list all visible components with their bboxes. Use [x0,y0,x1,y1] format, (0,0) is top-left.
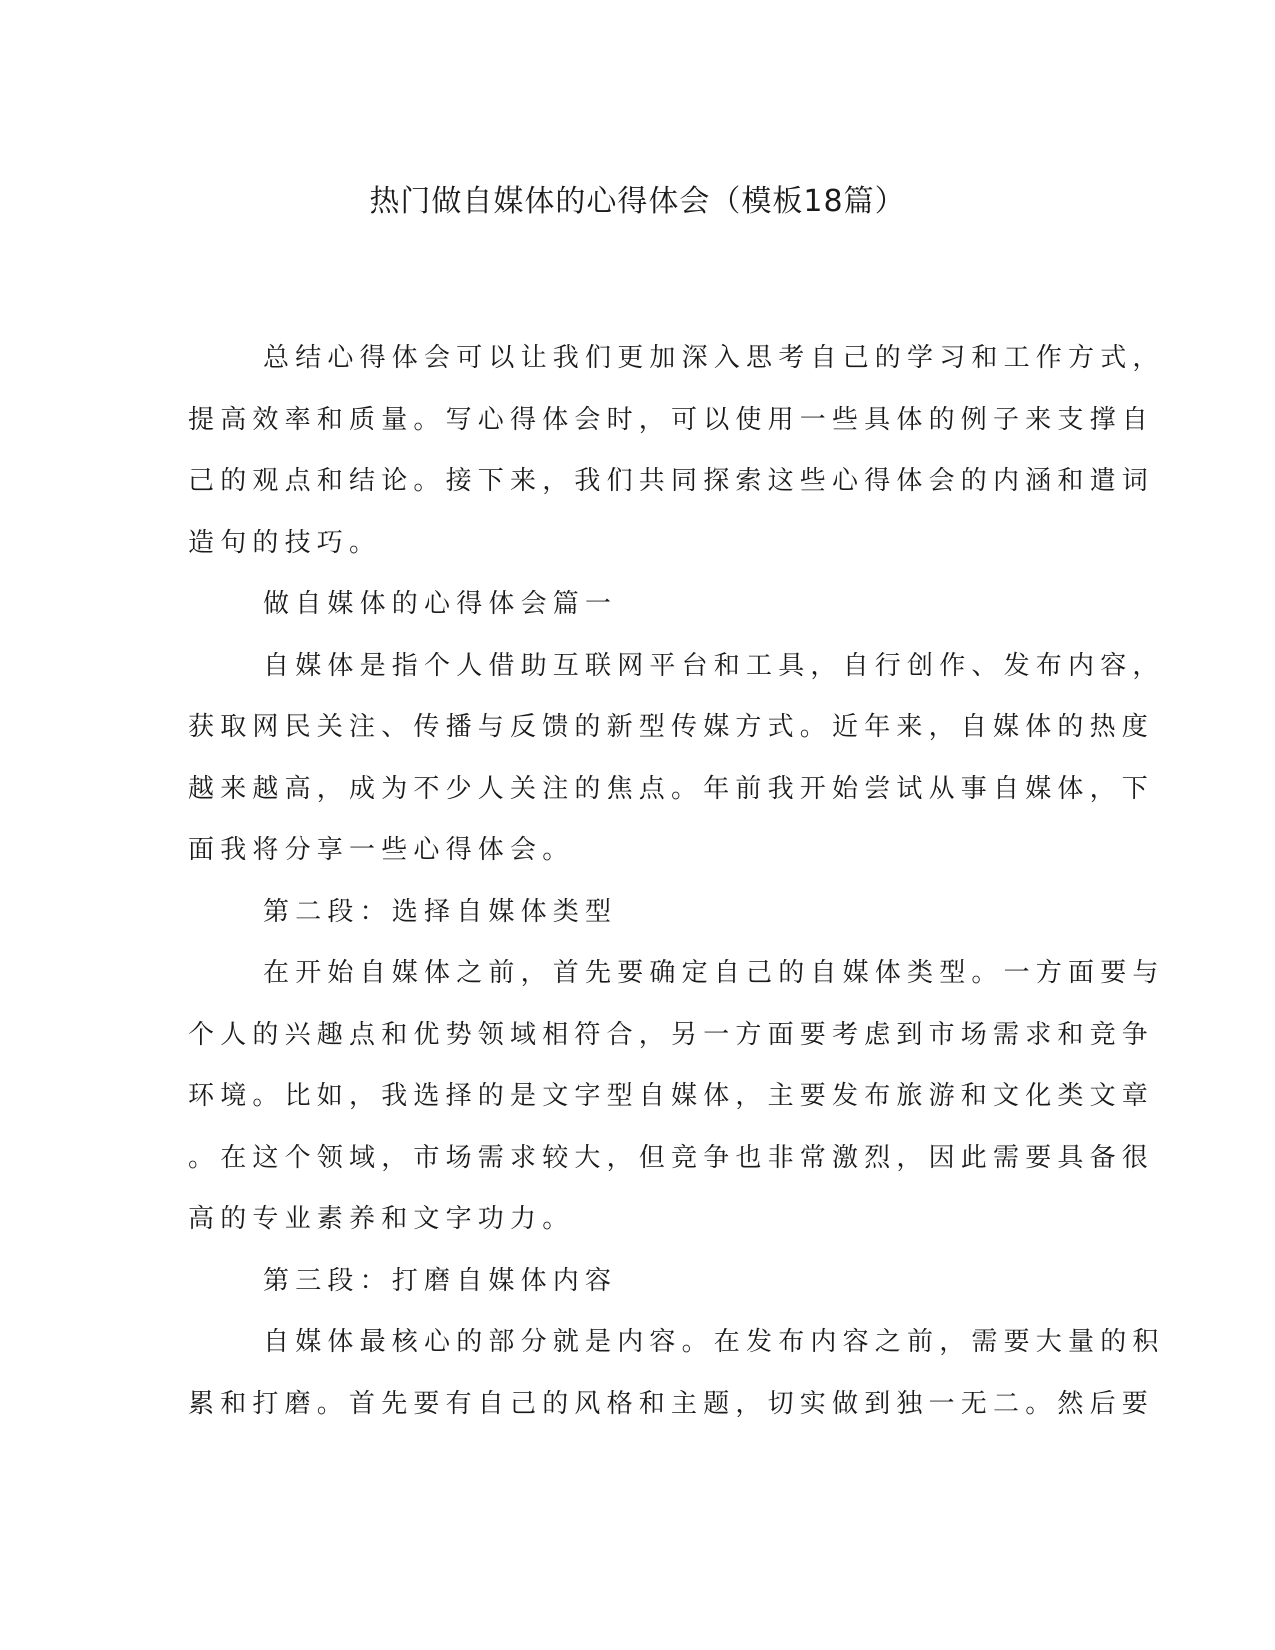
text-line: 累和打磨。首先要有自己的风格和主题，切实做到独一无二。然后要 [188,1388,1155,1419]
section-heading: 做自媒体的心得体会篇一 [263,589,618,619]
text-line: 越来越高，成为不少人关注的焦点。年前我开始尝试从事自媒体，下 [188,773,1155,804]
text-line: 高的专业素养和文字功力。 [188,1204,575,1234]
document-title: 热门做自媒体的心得体会（模板18篇） [369,184,906,219]
text-line: 提高效率和质量。写心得体会时，可以使用一些具体的例子来支撑自 [188,404,1155,435]
text-line: 造句的技巧。 [188,527,382,558]
text-line: 自媒体最核心的部分就是内容。在发布内容之前，需要大量的积 [263,1327,1165,1357]
text-line: 面我将分享一些心得体会。 [188,835,575,865]
document-body [188,328,1165,1435]
text-line: 环境。比如，我选择的是文字型自媒体，主要发布旅游和文化类文章 [188,1081,1155,1111]
section-heading: 第三段：打磨自媒体内容 [263,1265,618,1296]
section-heading: 第二段：选择自媒体类型 [263,896,618,927]
text-line: 总结心得体会可以让我们更加深入思考自己的学习和工作方式， [263,343,1165,373]
text-line: 己的观点和结论。接下来，我们共同探索这些心得体会的内涵和遣词 [188,466,1155,496]
text-line: 。在这个领域，市场需求较大，但竞争也非常激烈，因此需要具备很 [188,1142,1155,1173]
text-line: 获取网民关注、传播与反馈的新型传媒方式。近年来，自媒体的热度 [188,712,1155,742]
text-line: 在开始自媒体之前，首先要确定自己的自媒体类型。一方面要与 [263,958,1165,988]
text-line: 自媒体是指个人借助互联网平台和工具，自行创作、发布内容， [263,650,1165,681]
text-line: 个人的兴趣点和优势领域相符合，另一方面要考虑到市场需求和竞争 [188,1019,1155,1050]
